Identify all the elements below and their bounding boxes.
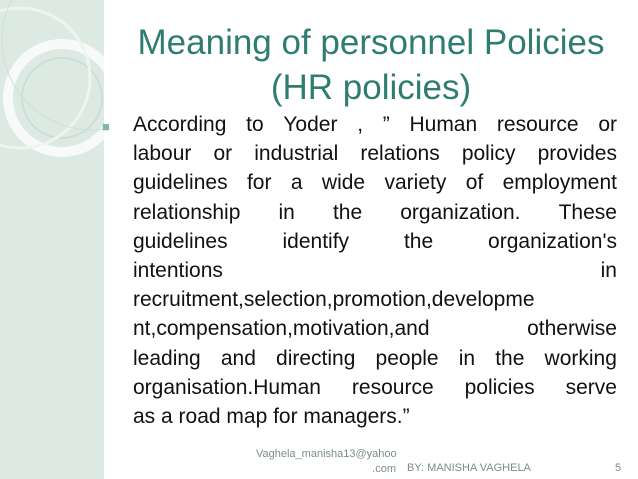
paragraph-word: Human <box>409 113 478 136</box>
paragraph-word: serve <box>565 375 617 399</box>
paragraph-word: variety <box>384 171 447 195</box>
paragraph-line <box>133 168 617 197</box>
paragraph-word: industrial <box>254 142 339 166</box>
paragraph-word: Yoder <box>283 113 338 136</box>
paragraph-word: guidelines <box>133 171 228 195</box>
paragraph-line <box>133 344 617 373</box>
paragraph-word: resource <box>351 375 434 399</box>
paragraph-word: organisation.Human <box>133 375 321 399</box>
paragraph-word: in <box>600 259 617 283</box>
paragraph-line <box>133 198 617 227</box>
paragraph-word: policies <box>464 375 535 399</box>
footer-email <box>256 447 396 477</box>
paragraph-word: the <box>403 229 434 253</box>
title-line-2: (HR policies) <box>270 68 472 107</box>
paragraph-word: According <box>133 113 227 136</box>
paragraph-word: policy <box>461 142 516 166</box>
paragraph-word: intentions <box>133 259 223 283</box>
paragraph-line <box>133 373 617 402</box>
paragraph-word: nt,compensation,motivation,and <box>133 317 430 341</box>
decorative-side-strip <box>0 0 104 479</box>
paragraph-word: recruitment,selection,promotion,developme <box>133 288 535 312</box>
paragraph-word: to <box>246 113 264 136</box>
paragraph-word: employment <box>502 171 617 195</box>
paragraph-word: of <box>465 171 484 195</box>
paragraph-word: leading <box>133 346 201 370</box>
paragraph-word: , <box>357 113 364 136</box>
slide-title <box>108 20 634 110</box>
paragraph-word: wide <box>321 171 366 195</box>
paragraph-word: working <box>544 346 617 370</box>
paragraph-word: organization's <box>488 229 617 253</box>
paragraph-word: or <box>213 142 233 166</box>
paragraph-word: people <box>375 346 439 370</box>
footer-author: BY: MANISHA VAGHELA <box>407 462 531 474</box>
footer-email-line-1: Vaghela_manisha13@yahoo <box>256 448 397 460</box>
paragraph-word: the <box>332 200 363 224</box>
paragraph-line <box>133 314 617 343</box>
paragraph-word: directing <box>276 346 356 370</box>
paragraph-word: labour <box>133 142 192 166</box>
footer-email-line-2: .com <box>372 463 396 475</box>
paragraph-line <box>133 110 617 139</box>
paragraph-word: ” <box>382 113 390 136</box>
paragraph-word: organization. <box>400 200 521 224</box>
paragraph-line <box>133 227 617 256</box>
paragraph-word: for <box>246 171 272 195</box>
paragraph-line <box>133 256 617 285</box>
paragraph-word: or <box>598 113 617 136</box>
paragraph-word: identify <box>282 229 350 253</box>
paragraph-word: relationship <box>133 200 241 224</box>
paragraph-word: the <box>495 346 525 370</box>
title-line-1: Meaning of personnel Policies <box>137 23 605 62</box>
paragraph-word: a <box>290 171 303 195</box>
decorative-circles-graphic <box>0 0 104 479</box>
paragraph-word: and <box>220 346 256 370</box>
paragraph-word: resource <box>496 113 579 136</box>
bullet-paragraph <box>133 110 617 431</box>
paragraph-line <box>133 285 617 314</box>
paragraph-word: guidelines <box>133 229 228 253</box>
paragraph-line <box>133 139 617 168</box>
paragraph-word: as a road map for managers.” <box>133 405 410 429</box>
paragraph-line <box>133 402 617 431</box>
paragraph-word: otherwise <box>527 317 617 341</box>
bullet-icon: ■ <box>102 119 110 134</box>
paragraph-word: relations <box>360 142 440 166</box>
paragraph-word: These <box>558 200 617 224</box>
paragraph-word: provides <box>537 142 617 166</box>
paragraph-word: in <box>278 200 295 224</box>
paragraph-word: in <box>458 346 476 370</box>
slide-footer <box>0 447 638 477</box>
page-number: 5 <box>615 462 622 474</box>
